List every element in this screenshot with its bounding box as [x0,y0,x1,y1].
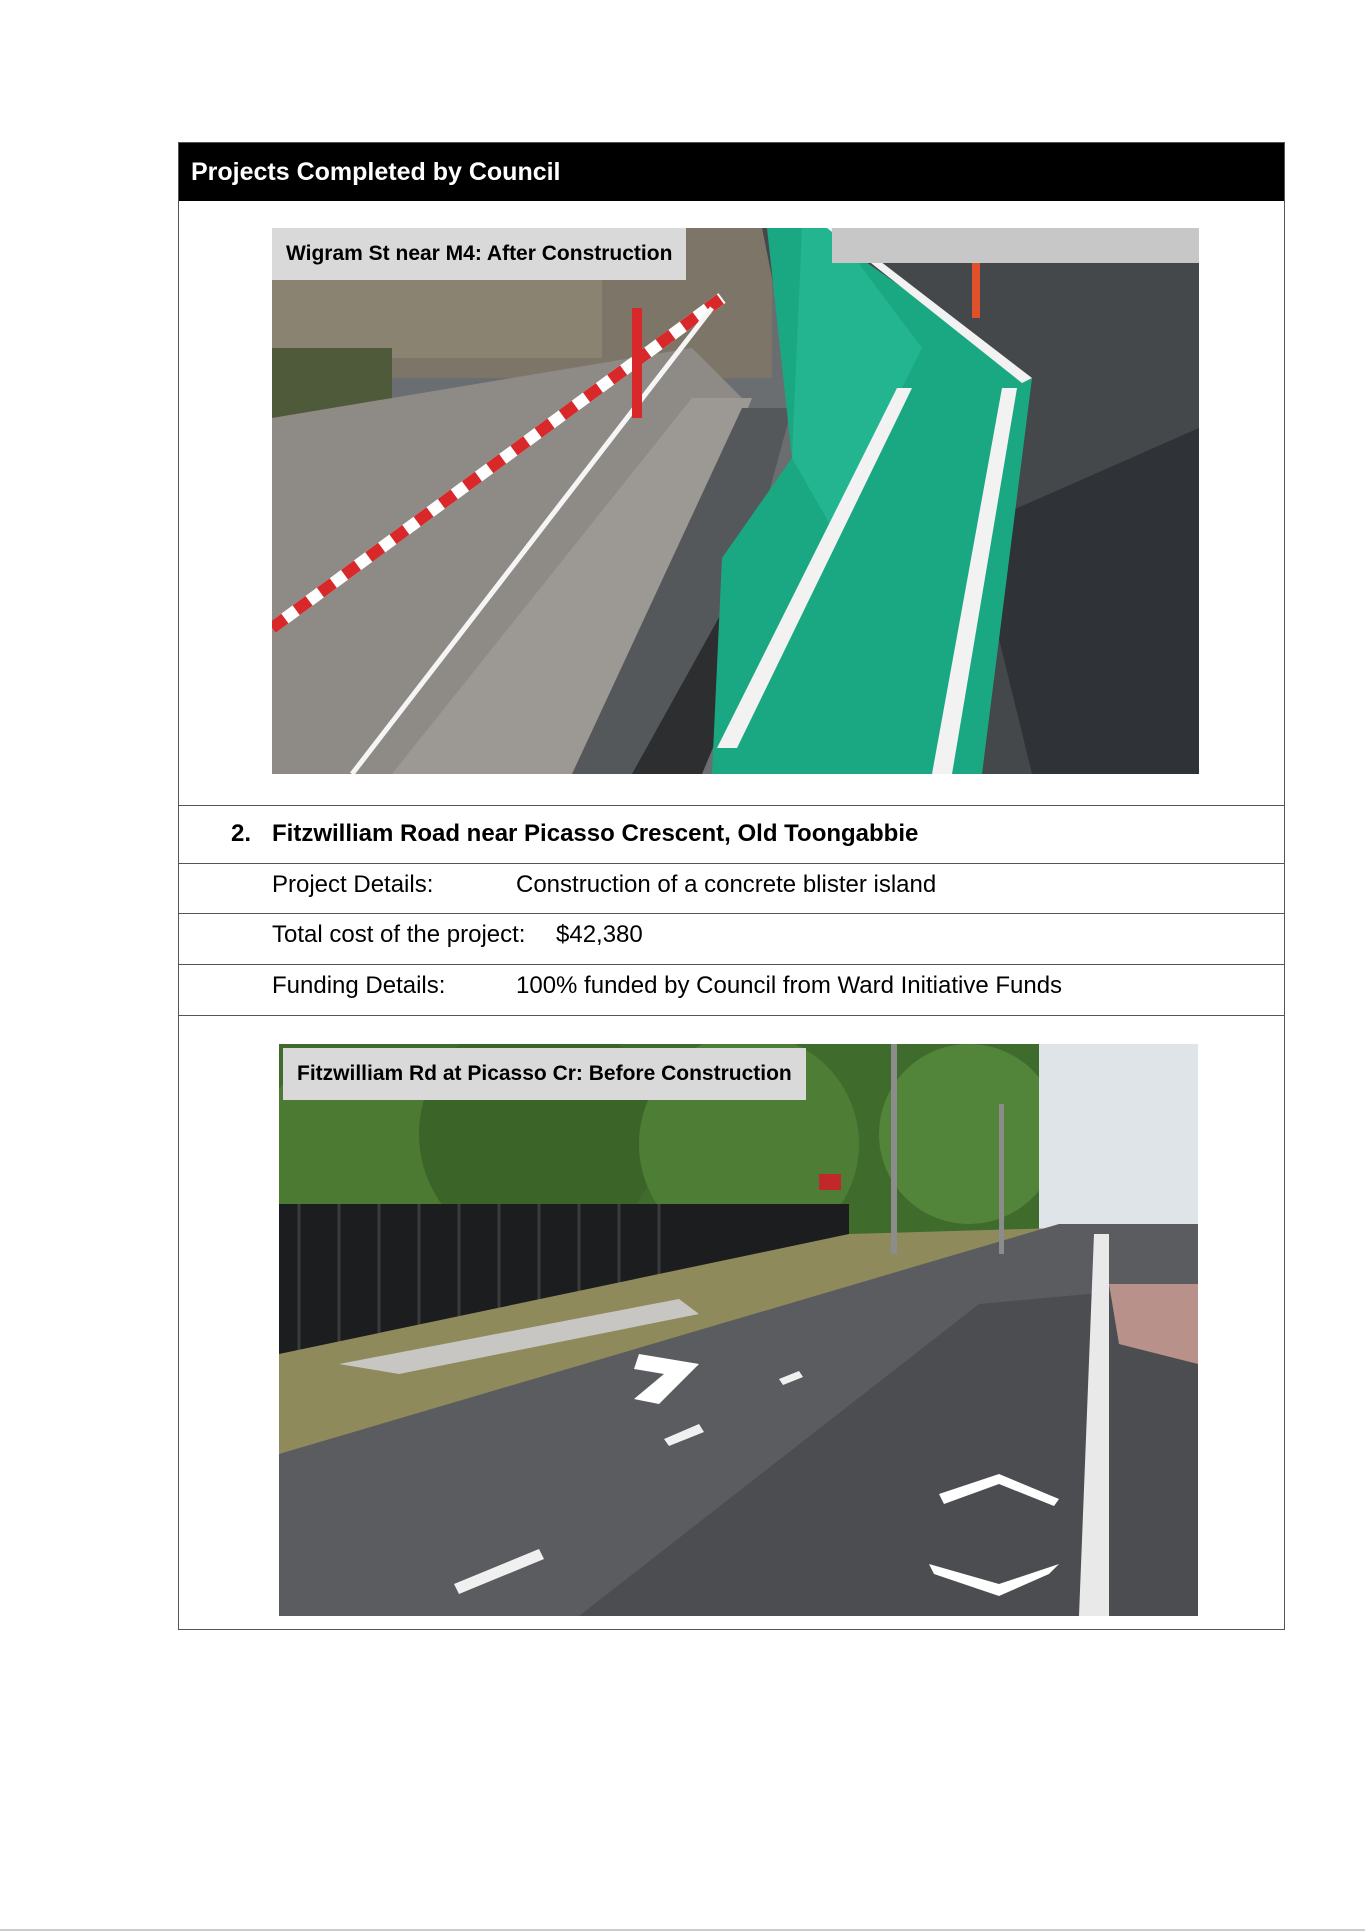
divider [179,1015,1284,1016]
divider [179,863,1284,864]
bike-lane-photo [272,228,1199,774]
section-header: Projects Completed by Council [179,143,1284,201]
page-bottom-rule [0,1929,1365,1931]
photo2-caption: Fitzwilliam Rd at Picasso Cr: Before Construction [283,1048,806,1100]
cost-label: Total cost of the project: [272,921,526,948]
project-number: 2. [231,820,252,847]
divider [179,805,1284,806]
street-view-photo [279,1044,1198,1616]
funding-value: 100% funded by Council from Ward Initiative Funds [516,972,1063,999]
divider [179,964,1284,965]
projects-table [178,142,1285,1630]
photo-fitzwilliam-rd [279,1044,1198,1616]
divider [179,913,1284,914]
photo-wigram-st [272,228,1199,774]
photo1-caption: Wigram St near M4: After Construction [272,228,686,280]
project-title: Fitzwilliam Road near Picasso Crescent, Old Toongabbie [272,820,919,847]
details-label: Project Details: [272,871,434,898]
funding-label: Funding Details: [272,972,446,999]
details-value: Construction of a concrete blister island [516,871,937,898]
cost-value: $42,380 [556,921,643,948]
